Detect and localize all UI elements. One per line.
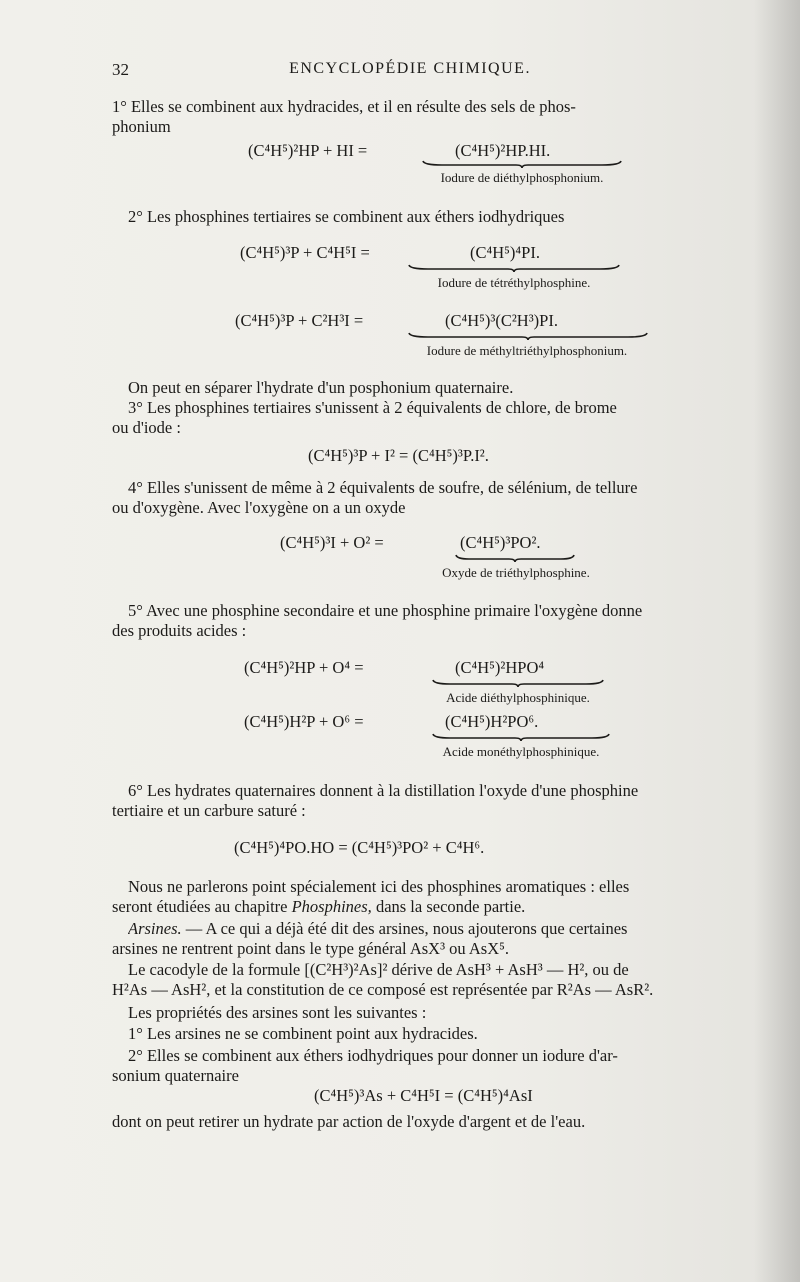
paragraph-line: tertiaire et un carbure saturé : [112,801,306,820]
text-run: dans la seconde partie. [371,897,526,916]
page-number: 32 [112,60,129,79]
paragraph-line: ou d'oxygène. Avec l'oxygène on a un oxyde [112,498,406,517]
underbrace [432,733,610,741]
paragraph-line: 4° Elles s'unissent de même à 2 équivalents de soufre, de sélénium, de tellure [128,478,638,497]
paragraph-line: 2° Elles se combinent aux éthers iodhydriques pour donner un iodure d'ar- [128,1046,618,1065]
equation-caption: Iodure de tétréthylphosphine. [437,275,591,290]
paragraph-line [112,897,712,917]
equation-caption: Acide diéthylphosphinique. [446,690,590,705]
equation-caption: Acide monéthylphosphinique. [442,744,600,759]
paragraph-line: sonium quaternaire [112,1066,239,1085]
equation-left: (C⁴H⁵)H²P + O⁶ = [244,712,364,731]
underbrace [455,554,575,562]
paragraph-line: 1° Elles se combinent aux hydracides, et il en résulte des sels de phos- [112,97,576,116]
paragraph-line: 3° Les phosphines tertiaires s'unissent à 2 équivalents de chlore, de brome [128,398,617,417]
equation-caption: Oxyde de triéthylphosphine. [442,565,590,580]
underbrace [408,332,648,340]
page-edge-shadow [754,0,800,1282]
underbrace [408,264,620,272]
equation: (C⁴H⁵)³As + C⁴H⁵I = (C⁴H⁵)⁴AsI [314,1086,533,1105]
equation-left: (C⁴H⁵)²HP + O⁴ = [244,658,364,677]
equation-left: (C⁴H⁵)³P + C²H³I = [235,311,364,330]
equation-left: (C⁴H⁵)²HP + HI = [248,141,368,160]
equation: (C⁴H⁵)³P + I² = (C⁴H⁵)³P.I². [308,446,489,465]
paragraph-line: 2° Les phosphines tertiaires se combinent aux éthers iodhydriques [128,207,565,226]
paragraph-line: 1° Les arsines ne se combinent point aux hydracides. [128,1024,478,1043]
paragraph-line: arsines ne rentrent point dans le type général AsX³ ou AsX⁵. [112,939,509,958]
italic-term: Phosphines, [291,897,372,916]
running-head: ENCYCLOPÉDIE CHIMIQUE. [289,60,531,77]
paragraph-line [128,919,712,939]
paragraph-line: On peut en séparer l'hydrate d'un posphonium quaternaire. [128,378,514,397]
equation-left: (C⁴H⁵)³P + C⁴H⁵I = [240,243,370,262]
italic-term: Arsines. [128,919,182,938]
paragraph-line: 6° Les hydrates quaternaires donnent à la distillation l'oxyde d'une phosphine [128,781,639,800]
paragraph-line: Le cacodyle de la formule [(C²H³)²As]² dérive de AsH³ + AsH³ — H², ou de [128,960,629,979]
equation-left: (C⁴H⁵)³I + O² = [280,533,384,552]
equation-right: (C⁴H⁵)³(C²H³)PI. [445,311,558,330]
paragraph-line: dont on peut retirer un hydrate par action de l'oxyde d'argent et de l'eau. [112,1112,586,1131]
paragraph-line: phonium [112,117,171,136]
equation-right: (C⁴H⁵)⁴PI. [470,243,540,262]
page-header [112,60,708,82]
equation-right: (C⁴H⁵)²HP.HI. [455,141,551,160]
paragraph-line: ou d'iode : [112,418,181,437]
equation-right: (C⁴H⁵)²HPO⁴ [455,658,545,677]
equation-right: (C⁴H⁵)³PO². [460,533,541,552]
paragraph-line: 5° Avec une phosphine secondaire et une phosphine primaire l'oxygène donne [128,601,643,620]
underbrace [422,160,622,168]
equation-caption: Iodure de diéthylphosphonium. [440,170,604,185]
paragraph-line: Les propriétés des arsines sont les suivantes : [128,1003,427,1022]
paragraph-line: H²As — AsH², et la constitution de ce composé est représentée par R²As — AsR². [112,980,654,999]
equation: (C⁴H⁵)⁴PO.HO = (C⁴H⁵)³PO² + C⁴H⁶. [234,838,485,857]
underbrace [432,679,604,687]
paragraph-line: Nous ne parlerons point spécialement ici des phosphines aromatiques : elles [128,877,630,896]
equation-caption: Iodure de méthyltriéthylphosphonium. [426,343,628,358]
paragraph-line: des produits acides : [112,621,247,640]
text-run: — A ce qui a déjà été dit des arsines, nous ajouterons que certaines [181,919,628,938]
text-run: seront étudiées au chapitre [112,897,292,916]
equation-right: (C⁴H⁵)H²PO⁶. [445,712,539,731]
